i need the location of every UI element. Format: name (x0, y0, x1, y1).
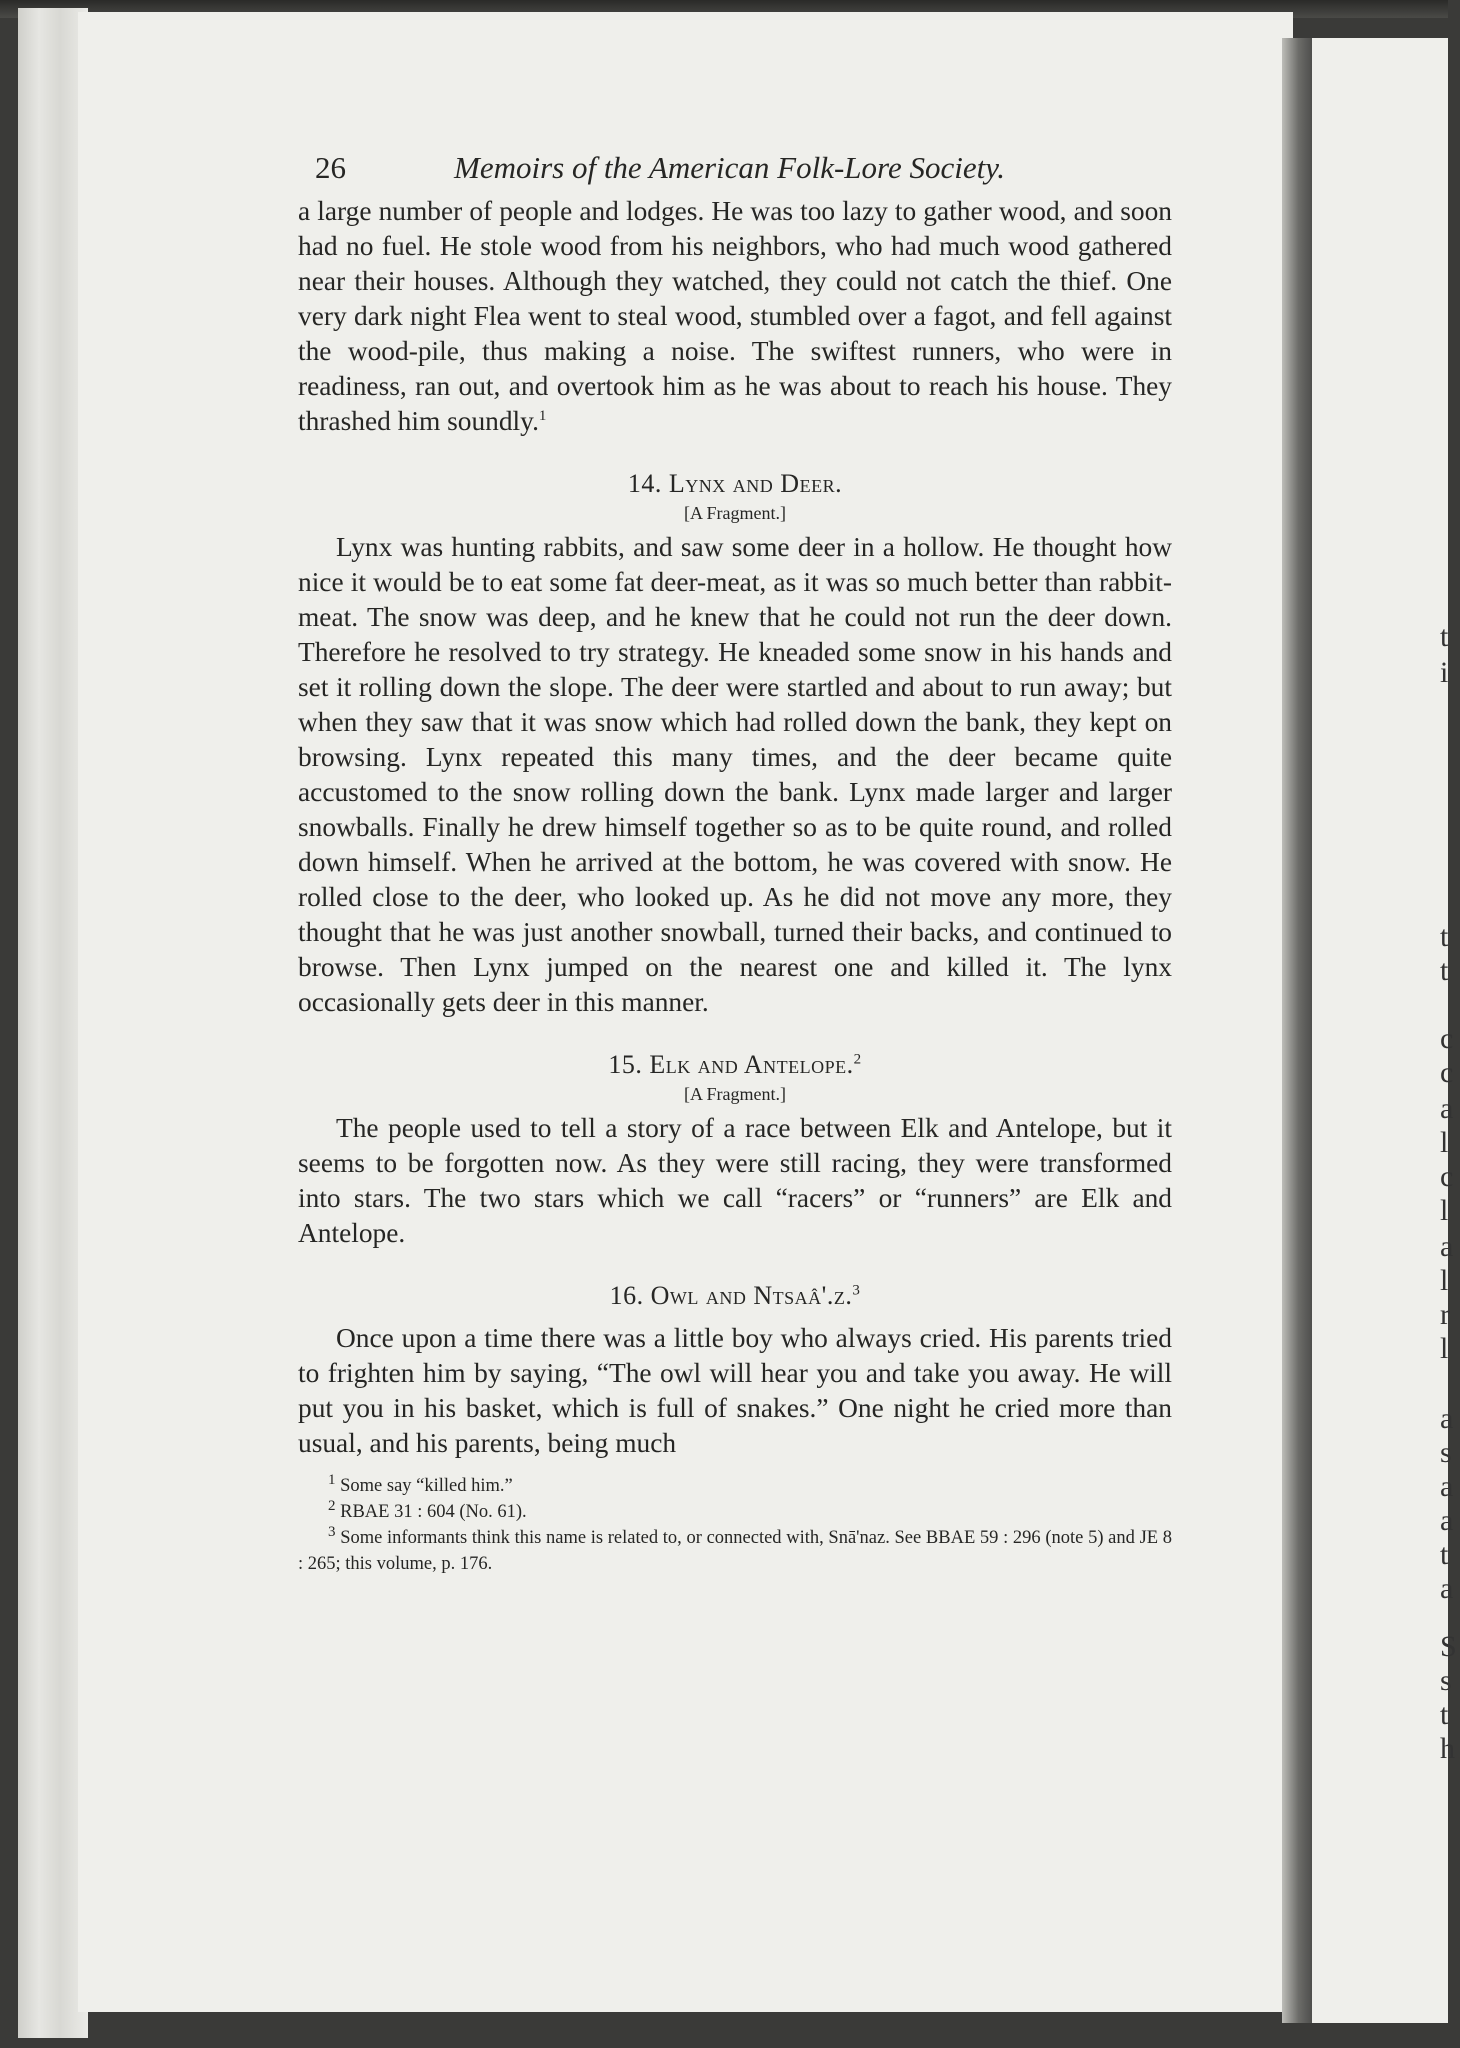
story-title: Owl and Ntsaâ'.z. (650, 1281, 853, 1310)
footnote (298, 1473, 1172, 1499)
edge-letter: c (1440, 1056, 1454, 1089)
edge-letter: a (1440, 1504, 1454, 1537)
edge-letter: s (1440, 1436, 1452, 1469)
story-paragraph: Once upon a time there was a little boy who always cried. His parents tried to frighten him by saying, “The owl will hear you and take you away. He will put you in his basket, which is full of snakes.” One night he cried more than usual, and his parents, being much (298, 1323, 1172, 1458)
footnote (298, 1525, 1172, 1577)
footnote-ref: 3 (852, 1282, 861, 1299)
story-heading (298, 469, 1172, 499)
edge-letter: t (1440, 620, 1449, 653)
edge-letter: a (1440, 1092, 1454, 1125)
footnote-ref: 2 (853, 1051, 862, 1068)
paragraph-text: a large number of people and lodges. He was too lazy to gather wood, and soon had no fuel. He stole wood from his neighbors, who had much wood gathered near their houses. Although they watched, they could not catch the thief. One very dark night Flea went to steal wood, stumbled over a fagot, and fell against the wood-pile, thus making a noise. The swiftest runners, who were in readiness, ran out, and overtook him as he was about to reach his house. They thrashed him soundly. (298, 196, 1172, 436)
footnote-text: Some informants think this name is related to, or connected with, Snā'naz. See BBAE 59 : 296 (note 5) and JE 8 : 265; this volume, p. 176. (298, 1528, 1173, 1574)
footnotes (298, 1473, 1172, 1577)
edge-letter: t (1440, 954, 1449, 987)
story-paragraph: The people used to tell a story of a race between Elk and Antelope, but it seems to be forgotten now. As they were still racing, they were transformed into stars. The two stars which we call “racers” or “runners” are Elk and Antelope. (298, 1113, 1172, 1248)
edge-letter: t (1440, 1698, 1449, 1731)
story-subtitle: [A Fragment.] (684, 503, 786, 523)
story-title: Lynx and Deer. (668, 469, 843, 498)
edge-letter: c (1440, 1160, 1454, 1193)
continuation-paragraph (298, 194, 1172, 439)
edge-letter: h (1440, 1732, 1455, 1765)
edge-letter: a (1440, 1470, 1454, 1503)
page-content (298, 150, 1172, 1577)
story-number: 14. (627, 469, 662, 498)
story-subtitle: [A Fragment.] (684, 1084, 786, 1104)
edge-letter: a (1440, 1572, 1454, 1605)
footnote-mark: 1 (328, 1471, 336, 1488)
edge-letter: l (1440, 1126, 1449, 1159)
edge-letter: a (1440, 1230, 1454, 1263)
page-number: 26 (315, 150, 346, 185)
footnote-text: RBAE 31 : 604 (No. 61). (340, 1502, 527, 1522)
footnote-ref: 1 (538, 407, 547, 424)
footnote-mark: 3 (328, 1523, 336, 1540)
edge-letter: i (1440, 656, 1449, 689)
edge-letter: a (1440, 1402, 1454, 1435)
story-number: 16. (609, 1281, 644, 1310)
footnote (298, 1499, 1172, 1525)
edge-letter: t (1440, 1538, 1449, 1571)
edge-letter: S (1440, 1630, 1457, 1663)
story-heading (298, 1050, 1172, 1080)
edge-letter: l (1440, 1264, 1449, 1297)
footnote-mark: 2 (328, 1497, 336, 1514)
edge-letter: l (1440, 1332, 1449, 1365)
running-title: Memoirs of the American Folk-Lore Society. (454, 150, 1005, 185)
story-title: Elk and Antelope. (649, 1050, 854, 1079)
edge-letter: l (1440, 1194, 1449, 1227)
edge-letter: c (1440, 1022, 1454, 1055)
footnote-text: Some say “killed him.” (340, 1476, 513, 1496)
story-number: 15. (608, 1050, 643, 1079)
edge-letter: t (1440, 920, 1449, 953)
edge-letter: s (1440, 1664, 1452, 1697)
running-head (298, 150, 1172, 194)
story-heading (298, 1281, 1172, 1311)
edge-letter: r (1440, 1298, 1450, 1331)
book-gutter (1282, 38, 1312, 2023)
facing-page (1312, 38, 1448, 2023)
story-paragraph: Lynx was hunting rabbits, and saw some deer in a hollow. He thought how nice it would be to eat some fat deer-meat, as it was so much better than rabbit-meat. The snow was deep, and he knew that he could not run the deer down. Therefore he resolved to try strategy. He kneaded some snow in his hands and set it rolling down the slope. The deer were startled and about to run away; but when they saw that it was snow which had rolled down the bank, they kept on browsing. Lynx repeated this many times, and the deer became quite accustomed to the snow rolling down the bank. Lynx made larger and larger snowballs. Finally he drew himself together so as to be quite round, and rolled down himself. When he arrived at the bottom, he was covered with snow. He rolled close to the deer, who looked up. As he did not move any more, they thought that he was just another snowball, turned their backs, and continued to browse. Then Lynx jumped on the nearest one and killed it. The lynx occasionally gets deer in this manner. (298, 532, 1172, 1017)
